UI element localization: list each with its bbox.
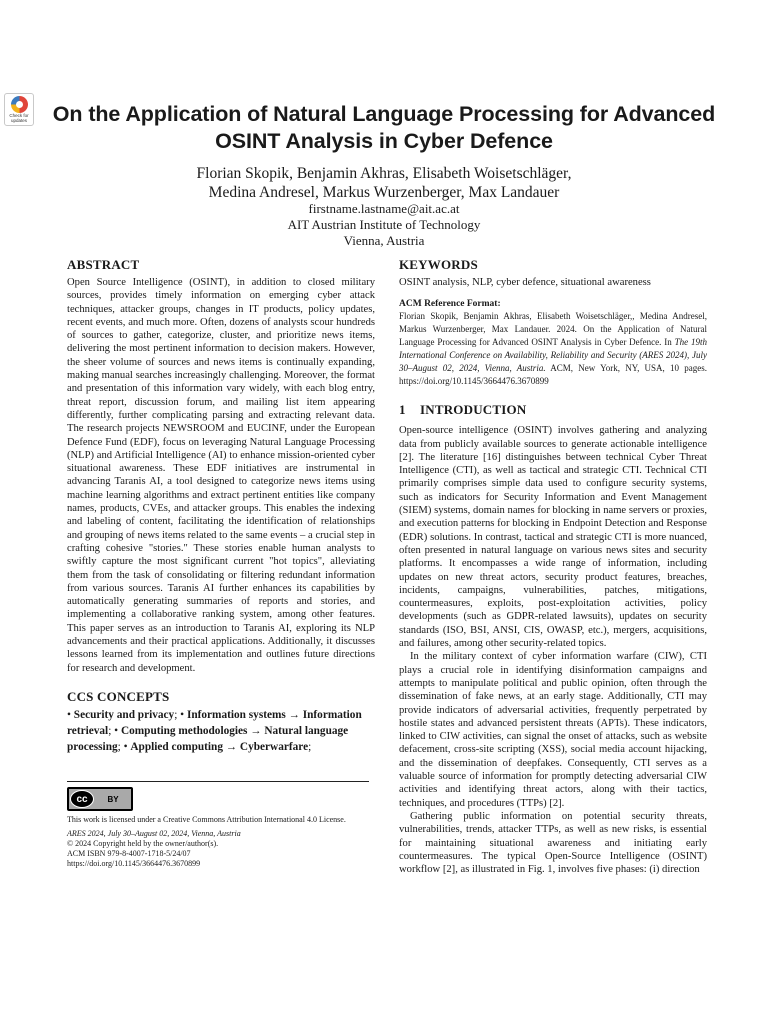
abstract-heading: ABSTRACT: [67, 257, 140, 272]
author-list: [40, 164, 728, 202]
ccs-heading: CCS CONCEPTS: [67, 688, 170, 704]
badge-label: Check for updates: [9, 113, 29, 123]
title-line-1: On the Application of Natural Language Processing for Advanced: [52, 102, 716, 126]
introduction-heading: [399, 402, 707, 418]
left-column: [67, 257, 375, 869]
abstract-text: Open Source Intelligence (OSINT), in addition to closed military sources, provides timely information on emerging cyber attack techniques, attacker groups, changes in IT products, policy updates, recent events, and much more. Often, dozens of analysts scour hundreds of sources to gather, categorize, cluster, and prioritize news items, delivering the most pertinent information to decision makers. However, the sheer volume of sources and news items is continually expanding, making manual searches increasingly challenging. Moreover, the format and presentation of this information vary widely, with each blog entry, threat report, discussion forum, and mailing list item appearing differently, further complicating parsing and extracting relevant data. The research projects NEWSROOM and EUCINF, under the European Defence Fund (EDF), focus on leveraging Natural Language Processing (NLP) and Artificial Intelligence (AI) to enhance mission-oriented cyber situational awareness. These EDF initiatives are instrumental in advancing Taranis AI, a tool designed to categorize news items using machine learning algorithms and extract pertinent entities like company names, products, CVEs, and attacker groups. This enables the indexing and labeling of content, facilitating the identification of relationships and grouping of news items related to the same events – a crucial step in crafting cohesive "stories." These stories enable human analysts to swiftly capture the most significant current "hot topics", alleviating them from the task of consolidating or filtering redundant information from various sources. Taranis AI further enhances its capabilities by automatically generating summaries of reports and stories, and implementing a collaborative ranking system, among other features. This paper serves as an introduction to Taranis AI, exploring its NLP advancements and their practical applications. Additionally, it discusses lessons learned from its implementation and outlines future directions for research and development.: [67, 277, 375, 674]
creative-commons-by-icon[interactable]: [67, 787, 133, 811]
institute-location: Vienna, Austria: [343, 233, 425, 248]
ccs-concept: Applied computing → Cyberwarfare: [130, 740, 309, 753]
copyright-line: © 2024 Copyright held by the owner/author(s).: [67, 839, 219, 849]
author-email: firstname.lastname@ait.ac.at: [308, 201, 460, 216]
institute-name: AIT Austrian Institute of Technology: [287, 217, 481, 232]
authors-line-2: Medina Andresel, Markus Wurzenberger, Max Landauer: [208, 184, 560, 201]
cc-logo-mark: cc: [70, 790, 94, 808]
reference-format-text: Florian Skopik, Benjamin Akhras, Elisabeth Woisetschläger,, Medina Andresel, Markus Wurzenberger, Max Landauer. 2024. On the Application of Natural Language Processing for Advanced OSINT Analysis in Cyber Defence. In The 19th International Conference on Availability, Reliability and Security (ARES 2024), July 30–August 02, 2024, Vienna, Austria. ACM, New York, NY, USA, 10 pages. https://doi.org/10.1145/3664476.3670899: [399, 311, 707, 387]
title-line-2: OSINT Analysis in Cyber Defence: [215, 129, 553, 153]
update-ring-icon: [11, 96, 28, 113]
ccs-concept: Information systems → Information retrieval: [67, 708, 362, 737]
doi-link[interactable]: https://doi.org/10.1145/3664476.3670899: [67, 859, 201, 869]
paper-title: [40, 101, 728, 155]
license-note: [67, 815, 375, 825]
isbn-line: ACM ISBN 979-8-4007-1718-5/24/07: [67, 849, 191, 859]
ccs-concepts-list: • Security and privacy; • Information systems → Information retrieval; • Computing methodologies → Natural language processing; • Applied computing → Cyberwarfare;: [67, 708, 362, 753]
intro-paragraph: Gathering public information on potential security threats, vulnerabilities, trends, attacker TTPs, as well as new risks, is essential for maintaining situational awareness and initiating early countermeasures. The typical Open-Source Intelligence (OSINT) workflow [2], as illustrated in Fig. 1, involves five phases: (i) direction: [399, 810, 707, 876]
by-logo-mark: BY: [107, 794, 119, 804]
intro-paragraph: In the military context of cyber information warfare (CIW), CTI plays a crucial role in identifying disinformation campaigns and attempts to manipulate political and public opinion, often through the dissemination of fake news, at an early stage. Additionally, CTI may provide indicators of adversarial activities, frequently perpetrated by hostile states and advanced persistent threats (APTs). These indicators, linked to CIW activities, can signal the onset of attacks, such as website defacement, cross-site scripting (XSS), social media account hijacking, and the dissemination of deepfakes. Consequently, CTI serves as a valuable source of information for promptly detecting adversarial CIW activities and identifying threat actors, along with their tactics, techniques, and procedures (TTPs) [2].: [399, 651, 707, 809]
affiliation-block: [40, 201, 728, 249]
conference-info: [67, 829, 375, 869]
section-number: 1: [399, 402, 406, 418]
footnote-divider: [67, 781, 369, 782]
section-title: INTRODUCTION: [420, 402, 527, 418]
right-column: [399, 257, 707, 876]
reference-format-heading: ACM Reference Format:: [399, 299, 501, 310]
check-for-updates-badge[interactable]: [4, 93, 34, 126]
keywords-text: OSINT analysis, NLP, cyber defence, situational awareness: [399, 277, 651, 288]
conference-venue: ARES 2024, July 30–August 02, 2024, Vienna, Austria: [67, 829, 241, 839]
keywords-heading: KEYWORDS: [399, 257, 478, 272]
intro-paragraph: Open-source intelligence (OSINT) involves gathering and analyzing data from publicly available sources to generate actionable intelligence [2]. The literature [16] distinguishes between technical Cyber Threat Intelligence (CTI), as well as tactical and strategic CTI. Technical CTI primarily comprises simple data used to configure security systems, such as indicators for Security Information and Event Management (SIEM) systems, domain names for blocking in name servers or proxies, and execution patterns for blocking in Endpoint Detection and Response (EDR) solutions. In contrast, tactical and strategic CTI is more nuanced, often presented in natural language on various news sites and security platforms. It encompasses a wide range of information, including updates on new threat actors, security product features, breaches, incidents, campaigns, vulnerabilities, patches, mitigations, countermeasures, exploits, post-exploitation activities, policy developments (such as GDPR-related lawsuits), updates on security standards (ISO, BSI, ANSI, CIS, OWASP, etc.), mergers, acquisitions, and failures, among other security-related topics.: [399, 425, 707, 650]
authors-line-1: Florian Skopik, Benjamin Akhras, Elisabeth Woisetschläger,: [196, 165, 572, 182]
ccs-concept: Computing methodologies → Natural language processing: [67, 724, 349, 753]
ccs-concept: Security and privacy: [73, 708, 175, 721]
license-text: This work is licensed under a Creative Commons Attribution International 4.0 License.: [67, 815, 346, 825]
